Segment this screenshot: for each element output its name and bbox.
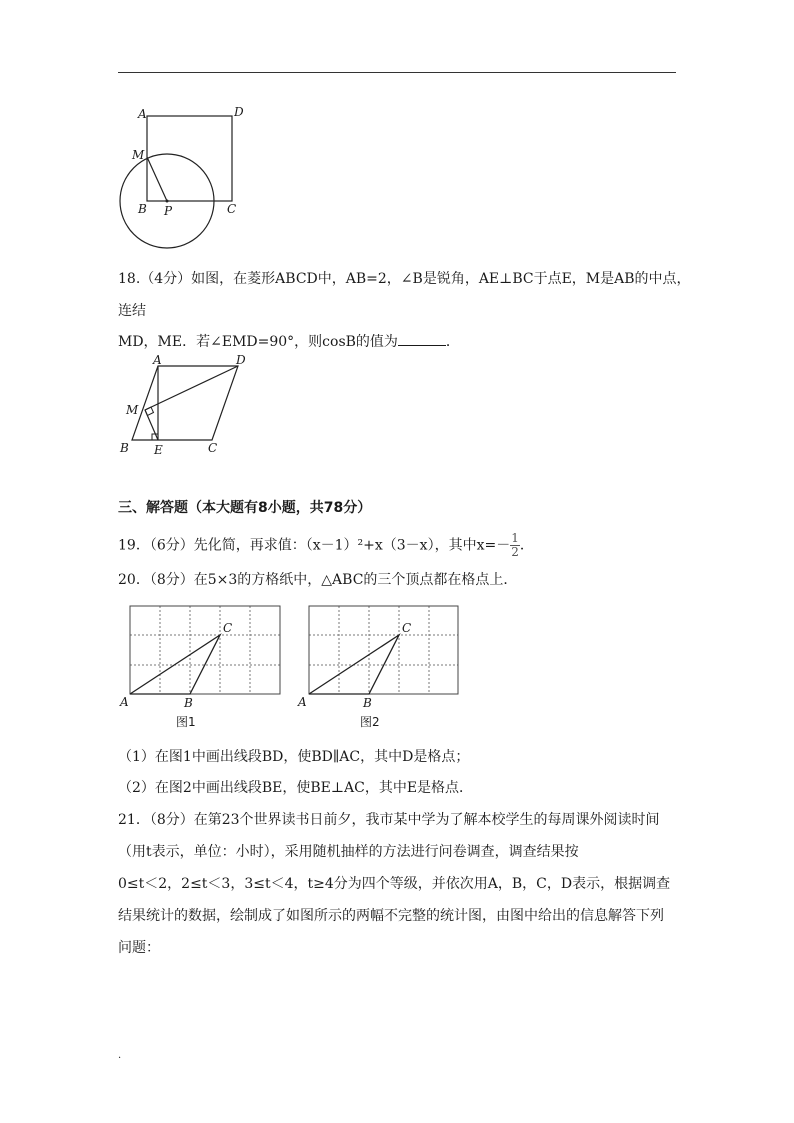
q18-line3 [118, 333, 460, 351]
q20-line1: 20．（8分）在5×3的方格纸中，△ABC的三个顶点都在格点上． [118, 572, 518, 588]
q18-label-b: B [120, 441, 129, 455]
q18-label-c: C [208, 441, 218, 455]
q17-figure [112, 100, 252, 255]
q20-fig1-caption: 图1 [176, 715, 196, 729]
q18-label-e: E [154, 443, 163, 457]
q20-fig1-label-b: B [184, 696, 193, 710]
q18-line3-end: ． [445, 334, 460, 350]
q20-figure-1 [118, 600, 288, 735]
q17-label-c: C [227, 202, 237, 216]
q18-label-d: D [236, 353, 246, 367]
q17-label-p: P [164, 204, 173, 218]
q20-fig2-label-c: C [402, 621, 412, 635]
q18-label-m: M [126, 403, 139, 417]
q18-label-a: A [153, 353, 162, 367]
header-rule [118, 72, 676, 73]
q17-label-b: B [138, 202, 147, 216]
q17-label-d: D [234, 105, 244, 119]
q18-line3-text: MD，ME．若∠EMD=90°，则cosB的值为 [118, 334, 398, 350]
q19-text: 19．（6分）先化简，再求值：（x－1）²+x（3－x），其中x=－ [118, 537, 511, 554]
q17-label-a: A [138, 107, 147, 121]
q18-line1: 18.（4分）如图，在菱形ABCD中，AB=2，∠B是锐角，AE⊥BC于点E，M是AB的中点， [118, 271, 691, 287]
q20-fig2-caption: 图2 [360, 715, 380, 729]
q21-line2: （用t表示，单位：小时），采用随机抽样的方法进行问卷调查，调查结果按 [118, 844, 579, 860]
answer-blank [398, 333, 446, 346]
q19-end: ． [519, 537, 534, 554]
fraction-numerator: 1 [511, 531, 519, 545]
q17-label-m: M [132, 148, 145, 162]
q21-line5: 问题： [118, 940, 160, 956]
q18-line2: 连结 [118, 303, 146, 319]
q20-fig2-label-a: A [298, 695, 307, 709]
q20-fig1-label-a: A [120, 695, 129, 709]
fraction-denominator: 2 [511, 545, 519, 559]
q20-fig1-label-c: C [223, 621, 233, 635]
q18-figure [112, 353, 262, 461]
q20-part1: （1）在图1中画出线段BD，使BD∥AC，其中D是格点； [118, 749, 470, 765]
section-title: 三、解答题（本大题有8小题，共78分） [118, 500, 372, 516]
q20-figure-2 [296, 600, 466, 735]
fraction [510, 532, 520, 559]
q20-fig2-label-b: B [363, 696, 372, 710]
footer-mark: . [118, 1050, 122, 1061]
q19-line [118, 532, 534, 559]
q20-part2: （2）在图2中画出线段BE，使BE⊥AC，其中E是格点． [118, 780, 474, 796]
q21-line4: 结果统计的数据，绘制成了如图所示的两幅不完整的统计图，由图中给出的信息解答下列 [118, 908, 664, 924]
q21-line1: 21．（8分）在第23个世界读书日前夕，我市某中学为了解本校学生的每周课外阅读时间 [118, 812, 660, 828]
q21-line3: 0≤t＜2，2≤t＜3，3≤t＜4，t≥4分为四个等级，并依次用A，B，C，D表示，根据调查 [118, 876, 671, 892]
